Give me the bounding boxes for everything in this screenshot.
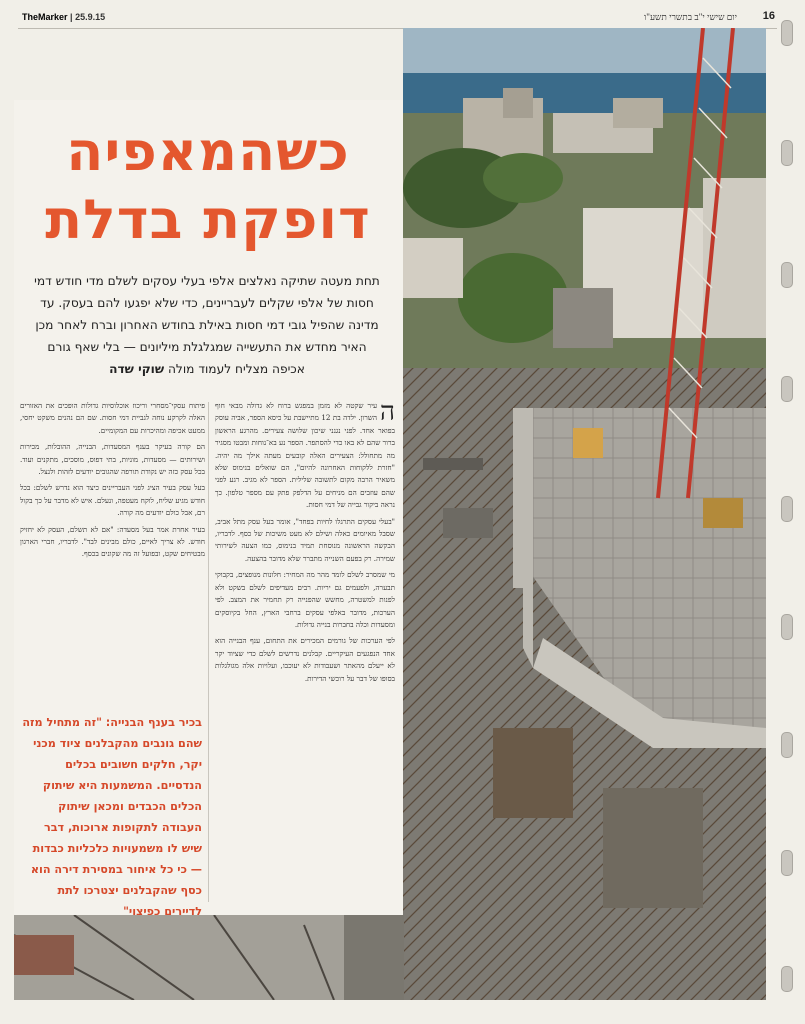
binder-hole	[781, 966, 793, 992]
paragraph: עיר שקטה לא מזמן במפגש ברוח לא גדולה מבאי חוף השרון. ילדה בת 12 מתיישבת על כיסא הספר, אביה עוסק בפואר אחד. לפני נגנני שיכון שלושה צעירים. מהרגע הראשון ברור שהם לא באו כדי להסתפר. הספר נע בא־נוחות ומבטו מסגיר מה מתחולל: הצעירים האלה קובעים מעתה אילך מה יהיה. "חזרת ללקוחות האחרונה להיום", הם שואלים בנימוס שלא משאיר הרבה מקום לתשובה שלילית. הספר לא מגיב. רגע לפני שהם עוזבים הם מניחים על הדלפק פתק עם מספר טלפון. כך נראה ביקור גבייה של דמי חסות.	[215, 401, 395, 510]
pull-quote: בכיר בענף הבנייה: "זה מתחיל מזה שהם גונבים מהקבלנים ציוד מכני יקר, חלקים חשובים בכלים הנדסיים. המשמעות היא שיתוק הכלים הכבדים ומכאן שיתוק העבודה לתקופות ארוכות, דבר שיש לו משמעויות כלכליות כבדות — כי כל איחור במסירת דירה הוא כסף שהקבלנים יצטרכו לתת לדיירים כפיצוי"	[22, 716, 202, 918]
article-lead	[32, 270, 382, 380]
paragraph: לפי הערכות של גורמים המכירים את התחום, ענף הבנייה הוא אחד הנפגעים העיקריים. קבלנים נדרשים לשלם כדי שציוד יקר לא ייעלם מהאתר ושעבודות לא יעוכבו, ועלויות אלה מגולגלות בסופו של דבר על רוכשי הדירות.	[215, 636, 395, 683]
binder-holes	[781, 0, 795, 1024]
binder-hole	[781, 140, 793, 166]
drop-cap: ה	[380, 400, 395, 427]
hebrew-dateline: יום שישי י"ב בתשרי תשע"ו	[643, 12, 737, 22]
column-divider	[208, 402, 209, 902]
lead-text: תחת מעטה שתיקה נאלצים אלפי בעלי עסקים לשלם מדי חודש דמי חסות של אלפי שקלים לעבריינים, כדי שלא יפגעו להם בעסק. עד מדינה שהפיל גובי דמי חסות באילת בחודש האחרון וברח לאחר מכן האיר מחדש את התעשייה שמגלגלת מיליונים — בלי שאף גורם אכיפה מצליח לעמוד מולה	[34, 274, 380, 376]
paragraph: פיתוח עסקי־מסחרי וריכוז אוכלוסיות גדולות הופכים את האזורים האלה לקרקע נוחה לגביית דמי חסות. שם הם נהנים משקט יחסי, ממעט אכיפה ומהיכרות עם המקומיים.	[20, 401, 205, 435]
headline-line-2: דופקת בדלת	[45, 188, 371, 251]
binder-hole	[781, 496, 793, 522]
paragraph: מי שמסרב לשלם לומד מהר מה המחיר: חלונות מנופצים, בקבוקי תבערה, ולפעמים גם יריות. רבים מעדיפים לשלם בשקט ולא לפנות למשטרה, מחשש שהפנייה רק תחמיר את המצב. לפי הערכות, מדובר באלפי עסקים ברחבי הארץ, החל בקיוסקים ומסעדות וכלה בחברות בנייה גדולות.	[215, 570, 395, 629]
binder-hole	[781, 20, 793, 46]
binder-hole	[781, 850, 793, 876]
photo-bottom-strip	[14, 915, 404, 1000]
binder-hole	[781, 614, 793, 640]
binder-hole	[781, 376, 793, 402]
brand-logo: TheMarker | 25.9.15	[22, 12, 106, 22]
article-column-left	[20, 400, 205, 705]
article-column-right	[215, 400, 395, 910]
byline: שוקי שדה	[109, 362, 165, 376]
binder-hole	[781, 262, 793, 288]
page-header	[18, 6, 777, 29]
paragraph: בעל עסק בעיר הציג לפני העבריינים כיצד הוא נדרש לשלם: בכל חודש מגיע שליח, לוקח מעטפה, ונעלם. איש לא מדבר על כך בקול רם, אבל כולם יודעים מה קורה.	[20, 483, 205, 518]
construction-site-photo	[403, 28, 766, 1000]
headline-line-1: כשהמאפיה	[66, 120, 350, 183]
paragraph: הם קורה בעיקר בענף המסעדות, הבנייה, ההובלות, מכירות ושירותים — מסעדות, מוניות, בתי דפוס, מוסכים, מתקנים ועוד. בכל עסק כזה יש נקודת תורפה שהגובים יודעים לזהות ולנצל.	[20, 442, 205, 477]
article-headline	[18, 118, 398, 254]
paragraph: בעיר אחרת אמר בעל מסעדה: "אם לא תשלם, העסק לא יחזיק חודש. לא צריך לאיים, כולם מבינים לבד". לדבריו, חברי הארגון מבטיחים שקט, ובפועל זה מה שקונים בכסף.	[20, 524, 205, 559]
binder-hole	[781, 732, 793, 758]
page-number: 16	[762, 10, 775, 22]
paragraph: "בעלי עסקים התרגלו לחיות בפחד", אומר בעל עסק מתל אביב, שסבל מאיומים כאלה ושילם לא מעט משיכות של כסף. לדבריו, הבקשה הראשונה מנוסחת תמיד בנימוס, כמו הצעה לשירותי שמירה. רק בפעם השנייה מתברר שלא מדובר בהצעה.	[215, 516, 395, 563]
